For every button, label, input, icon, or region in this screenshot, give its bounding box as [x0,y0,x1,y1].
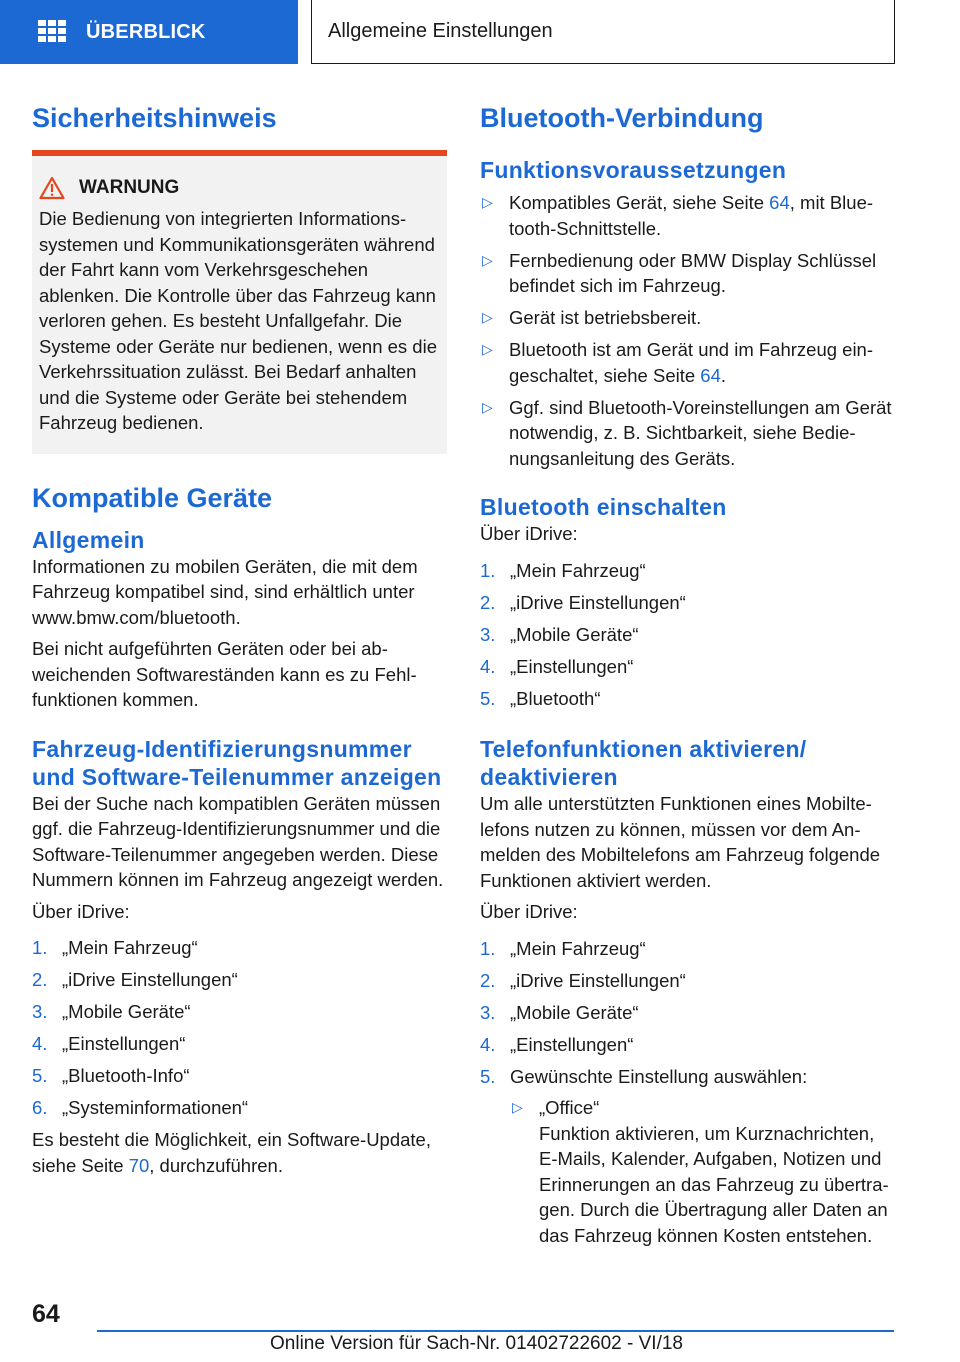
via-idrive-label: Über iDrive: [480,901,578,922]
overview-tab[interactable] [0,0,298,64]
list-item: 5. „Bluetooth-Info“ [32,1065,190,1086]
list-item: 2. „iDrive Einstellungen“ [480,969,686,991]
bullet-triangle-icon: ▷ [482,194,493,210]
list-item: 3. „Mobile Geräte“ [480,1001,639,1023]
list-item: ▷ Bluetooth ist am Gerät und im Fahrzeug eingeschaltet, siehe Seite 64. [482,339,874,386]
list-item: 4. „Einstellungen“ [32,1033,186,1054]
vin-heading: Fahrzeug-Identifizierungsnummer und Software-Teilenummer anzeigen [32,735,442,790]
list-item: 5. „Bluetooth“ [480,687,601,709]
list-item: 1. „Mein Fahrzeug“ [480,937,646,959]
compatible-heading: Kompatible Geräte [32,482,273,513]
list-item: 1. „Mein Fahrzeug“ [32,937,198,958]
list-item: 6. „Systeminformationen“ [32,1097,249,1118]
list-item: ▷ „Office“ Funktion aktivieren, um Kurznachrichten, E-Mails, Kalender, Aufgaben, Notizen und Erinnerungen an das Fahrzeug zu übertragen. Durch die Übertragung aller Daten an das Fahrzeug können Kosten entstehen. [512,1097,889,1246]
list-item: ▷ Ggf. sind Bluetooth-Voreinstellungen am Gerät notwendig, z. B. Sichtbarkeit, siehe Bedienungsanleitung des Geräts. [482,396,892,469]
requirements-heading: Funktionsvoraussetzungen [480,157,787,183]
footer-divider [97,1330,894,1332]
phone-steps-list [480,936,895,1249]
via-idrive-label: Über iDrive: [32,900,130,922]
phone-paragraph: Um alle unterstützten Funktionen eines Mobiltelefons nutzen zu können, müssen vor dem Anmelden des Mobiltelefons am Fahrzeug folgende Funktionen aktiviert werden. [480,793,881,891]
update-paragraph: Es besteht die Möglichkeit, ein Software-Update, siehe Seite 70, durchzuführen. [32,1129,431,1176]
bullet-triangle-icon: ▷ [512,1099,523,1115]
page-link-64[interactable]: 64 [700,364,721,386]
bluetooth-on-heading: Bluetooth einschalten [480,494,727,520]
office-sublist [510,1095,895,1248]
list-item: 1. „Mein Fahrzeug“ [480,559,646,581]
warning-text: Die Bedienung von integrierten Informationssystemen und Kommunikationsgeräten während der Fahrt kann vom Verkehrsgeschehen ablenken. Die Kontrolle über das Fahrzeug kann verloren gehen. Es besteht Unfallgefahr. Die Systeme oder Geräte nur bedienen, wenn es die Verkehrssituation zulässt. Bei Bedarf anhalten und die Systeme oder Geräte bei stehendem Fahrzeug bedienen. [39,208,437,433]
grid-icon [38,20,66,44]
bullet-triangle-icon: ▷ [482,309,493,325]
requirements-list [480,190,895,471]
list-item: ▷ Gerät ist betriebsbereit. [480,305,895,331]
warning-triangle-icon [39,176,65,200]
bullet-triangle-icon: ▷ [482,251,493,268]
vin-paragraph: Bei der Suche nach kompatiblen Geräten müssen ggf. die Fahrzeug-Identifizierungsnummer und die Software-Teilenummer angegeben werden. Diese Nummern können im Fahrzeug angezeigt werden. [32,792,444,890]
general-heading: Allgemein [32,526,145,553]
vin-steps-list [32,935,447,1121]
bullet-triangle-icon: ▷ [482,341,493,357]
bullet-triangle-icon: ▷ [482,398,493,415]
online-version-text: Online Version für Sach-Nr. 01402722602 - VI/18 [270,1333,683,1354]
section-title: Allgemeine Einstellungen [328,20,553,42]
left-column [32,96,447,1178]
list-item: 2. „iDrive Einstellungen“ [32,969,238,990]
list-item: ▷ Fernbedienung oder BMW Display Schlüssel befindet sich im Fahrzeug. [482,249,877,296]
warning-box [32,150,447,454]
list-item: 4. „Einstellungen“ [480,655,634,677]
list-item: 2. „iDrive Einstellungen“ [480,591,686,613]
bluetooth-steps-list [480,558,895,712]
page-link-64[interactable]: 64 [769,192,790,213]
bluetooth-heading: Bluetooth-Verbindung [480,103,764,133]
via-idrive-label: Über iDrive: [480,523,578,544]
right-column [480,96,895,1255]
page-link-70[interactable]: 70 [128,1154,150,1176]
list-item: 5. Gewünschte Einstellung auswählen: ▷ „Office“ Funktion aktivieren, um Kurznachrichten, E-Mails, Kalender, Aufgaben, Notizen und Erinnerungen an das Fahrzeug zu übertragen. Durch die Übertragung aller Daten an das Fahrzeug können Kosten entstehen. [480,1064,895,1249]
page-number: 64 [32,1300,60,1328]
general-paragraph-1: Informationen zu mobilen Geräten, die mit dem Fahrzeug kompatibel sind, sind erhältlich unter www.bmw.com/bluetooth. [32,555,418,628]
phone-functions-heading: Telefonfunktionen aktivieren/ deaktivieren [480,736,807,790]
list-item: ▷ Kompatibles Gerät, siehe Seite 64, mit Bluetooth-Schnittstelle. [482,192,874,239]
overview-label: ÜBERBLICK [86,20,206,43]
list-item: 3. „Mobile Geräte“ [480,623,639,645]
list-item: 4. „Einstellungen“ [480,1033,634,1055]
safety-heading: Sicherheitshinweis [32,103,277,133]
warning-label: WARNUNG [79,177,180,198]
general-paragraph-2: Bei nicht aufgeführten Geräten oder bei abweichenden Softwareständen kann es zu Fehlfunktionen kommen. [32,638,417,710]
list-item: 3. „Mobile Geräte“ [32,1001,191,1022]
section-header [311,0,895,64]
warning-title [39,176,439,200]
